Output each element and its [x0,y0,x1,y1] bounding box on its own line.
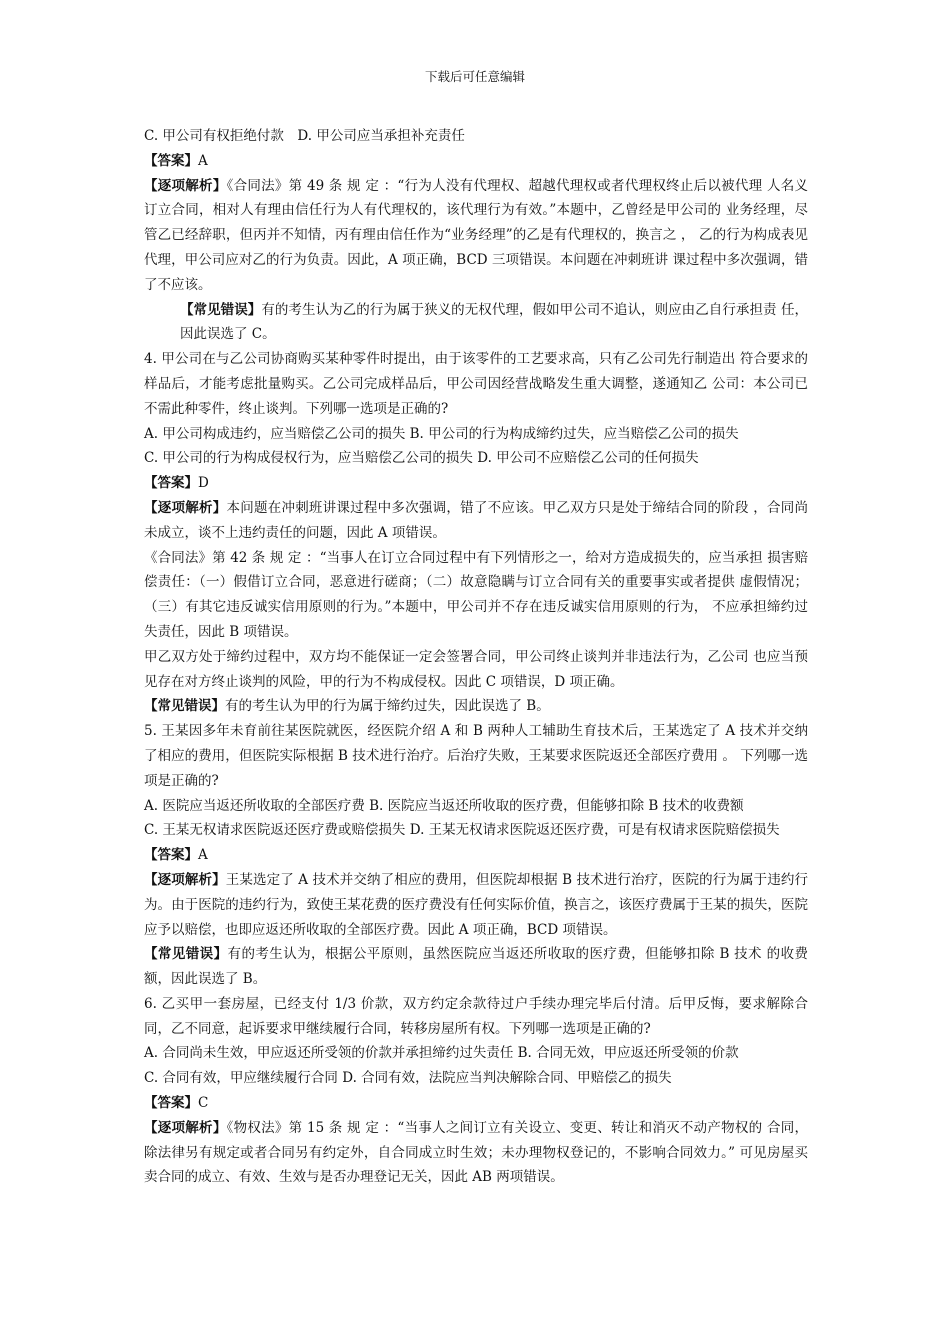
page-header: 下载后可任意编辑 [424,69,525,84]
paragraph-text: A. 甲公司构成违约，应当赔偿乙公司的损失 B. 甲公司的行为构成缔约过失，应当赔偿乙公司的损失 [144,425,739,442]
paragraph-text: 有的考生认为乙的行为属于狭义的无权代理，假如甲公司不追认，则应由乙自行承担责 任，因此误选了 C。 [180,301,808,343]
document-body [144,124,808,1190]
paragraph-text: 《合同法》第 42 条 规 定 ：“当事人在订立合同过程中有下列情形之一，给对方造成损失的，应当承担 损害赔偿责任：（一）假借订立合同，恶意进行磋商；（二）故意隐瞒与订立合同有关的重要事实或者提供 虚假情况；（三）有其它违反诚实信用原则的行为。”本题中，甲公司并不存在违反诚实信用原则的行为， 不应承担缔约过失责任，因此 B 项错误。 [144,549,808,640]
paragraph-text: A [198,152,208,169]
paragraph-text: C. 甲公司的行为构成侵权行为，应当赔偿乙公司的损失 D. 甲公司不应赔偿乙公司的任何损失 [144,450,699,467]
section-label: 【逐项解析】 [144,499,227,516]
section-label: 【逐项解析】 [144,871,226,888]
section-label: 【答案】 [144,475,198,492]
paragraph [144,471,808,496]
paragraph [144,843,808,868]
paragraph-text: 6. 乙买甲一套房屋，已经支付 1/3 价款，双方约定余款待过户手续办理完毕后付清。后甲反悔，要求解除合同，乙不同意，起诉要求甲继续履行合同，转移房屋所有权。下列哪一选项是正确的? [144,995,808,1037]
section-label: 【逐项解析】 [144,177,227,194]
paragraph [144,992,808,1042]
paragraph [144,942,808,992]
paragraph [144,1041,808,1066]
section-label: 【常见错误】 [144,698,225,715]
paragraph-text: A. 合同尚未生效，甲应返还所受领的价款并承担缔约过失责任 B. 合同无效，甲应返还所受领的价款 [144,1045,739,1062]
paragraph [144,149,808,174]
paragraph [144,174,808,298]
section-label: 【答案】 [144,1095,198,1112]
paragraph [144,347,808,421]
paragraph-text: C [198,1095,209,1112]
paragraph-text: C. 甲公司有权拒绝付款 D. 甲公司应当承担补充责任 [144,128,465,144]
paragraph-text: 4. 甲公司在与乙公司协商购买某种零件时提出，由于该零件的工艺要求高，只有乙公司先行制造出 符合要求的样品后，才能考虑批量购买。乙公司完成样品后，甲公司因经营战略发生重大调整，遂通知乙 公司：本公司已不需此种零件，终止谈判。下列哪一选项是正确的? [144,351,808,417]
paragraph [144,1091,808,1116]
paragraph [144,1116,808,1190]
paragraph [144,645,808,695]
paragraph [144,298,808,348]
paragraph-text: 本问题在冲刺班讲课过程中多次强调，错了不应该。甲乙双方只是处于缔结合同的阶段 ，合同尚未成立，谈不上违约责任的问题，因此 A 项错误。 [144,499,808,541]
section-label: 【常见错误】 [180,301,262,318]
paragraph-text: D [198,475,209,492]
paragraph [144,446,808,471]
paragraph-text: 王某选定了 A 技术并交纳了相应的费用，但医院却根据 B 技术进行治疗，医院的行为属于违约行为。由于医院的违约行为，致使王某花费的医疗费没有任何实际价值，换言之，该医疗费属于王某的损失，医院应予以赔偿，也即应返还所收取的全部医疗费。因此 A 项正确，BCD 项错误。 [144,871,809,938]
section-label: 【答案】 [144,152,198,169]
paragraph-text: A [198,847,208,864]
paragraph-text: 5. 王某因多年未育前往某医院就医，经医院介绍 A 和 B 两种人工辅助生育技术后，王某选定了 A 技术并交纳了相应的费用，但医院实际根据 B 技术进行治疗。后治疗失败，王某要求医院返还全部医疗费用 。 下列哪一选项是正确的? [144,723,808,789]
paragraph-text: C. 合同有效，甲应继续履行合同 D. 合同有效，法院应当判决解除合同、甲赔偿乙的损失 [144,1070,672,1087]
paragraph [144,546,808,645]
section-label: 【常见错误】 [144,946,228,963]
paragraph [144,1066,808,1091]
paragraph-text: C. 王某无权请求医院返还医疗费或赔偿损失 D. 王某无权请求医院返还医疗费，可是有权请求医院赔偿损失 [144,822,780,839]
section-label: 【逐项解析】 [144,1119,227,1136]
paragraph [144,818,808,843]
paragraph [144,422,808,447]
paragraph-text: 有的考生认为，根据公平原则，虽然医院应当返还所收取的医疗费，但能够扣除 B 技术 的收费额，因此误选了 B。 [144,946,809,988]
paragraph [144,124,808,149]
paragraph-text: 甲乙双方处于缔约过程中，双方均不能保证一定会签署合同，甲公司终止谈判并非违法行为，乙公司 也应当预见存在对方终止谈判的风险，甲的行为不构成侵权。因此 C 项错误，D 项正确。 [144,648,808,690]
paragraph [144,496,808,546]
paragraph-text: 《合同法》第 49 条 规 定 ：“行为人没有代理权、超越代理权或者代理权终止后以被代理 人名义订立合同，相对人有理由信任行为人有代理权的，该代理行为有效。”本题中，乙曾经是甲公司的 业务经理，尽管乙已经辞职，但丙并不知情，丙有理由信任作为“业务经理”的乙是有代理权的，换言之 ， 乙的行为构成表见代理，甲公司应对乙的行为负责。因此，A 项正确，BCD 三项错误。本问题在冲刺班讲 课过程中多次强调，错了不应该。 [144,177,809,293]
paragraph [144,719,808,793]
paragraph-text: 有的考生认为甲的行为属于缔约过失，因此误选了 B。 [225,698,550,715]
section-label: 【答案】 [144,847,198,864]
paragraph-text: A. 医院应当返还所收取的全部医疗费 B. 医院应当返还所收取的医疗费，但能够扣除 B 技术的收费额 [144,797,744,814]
paragraph [144,868,808,942]
paragraph-text: 《物权法》第 15 条 规 定 ：“当事人之间订立有关设立、变更、转让和消灭不动产物权的 合同，除法律另有规定或者合同另有约定外，自合同成立时生效；未办理物权登记的，不影响合同效力。” 可见房屋买卖合同的成立、有效、生效与是否办理登记无关，因此 AB 两项错误。 [144,1119,809,1186]
paragraph [144,694,808,719]
paragraph [144,794,808,819]
